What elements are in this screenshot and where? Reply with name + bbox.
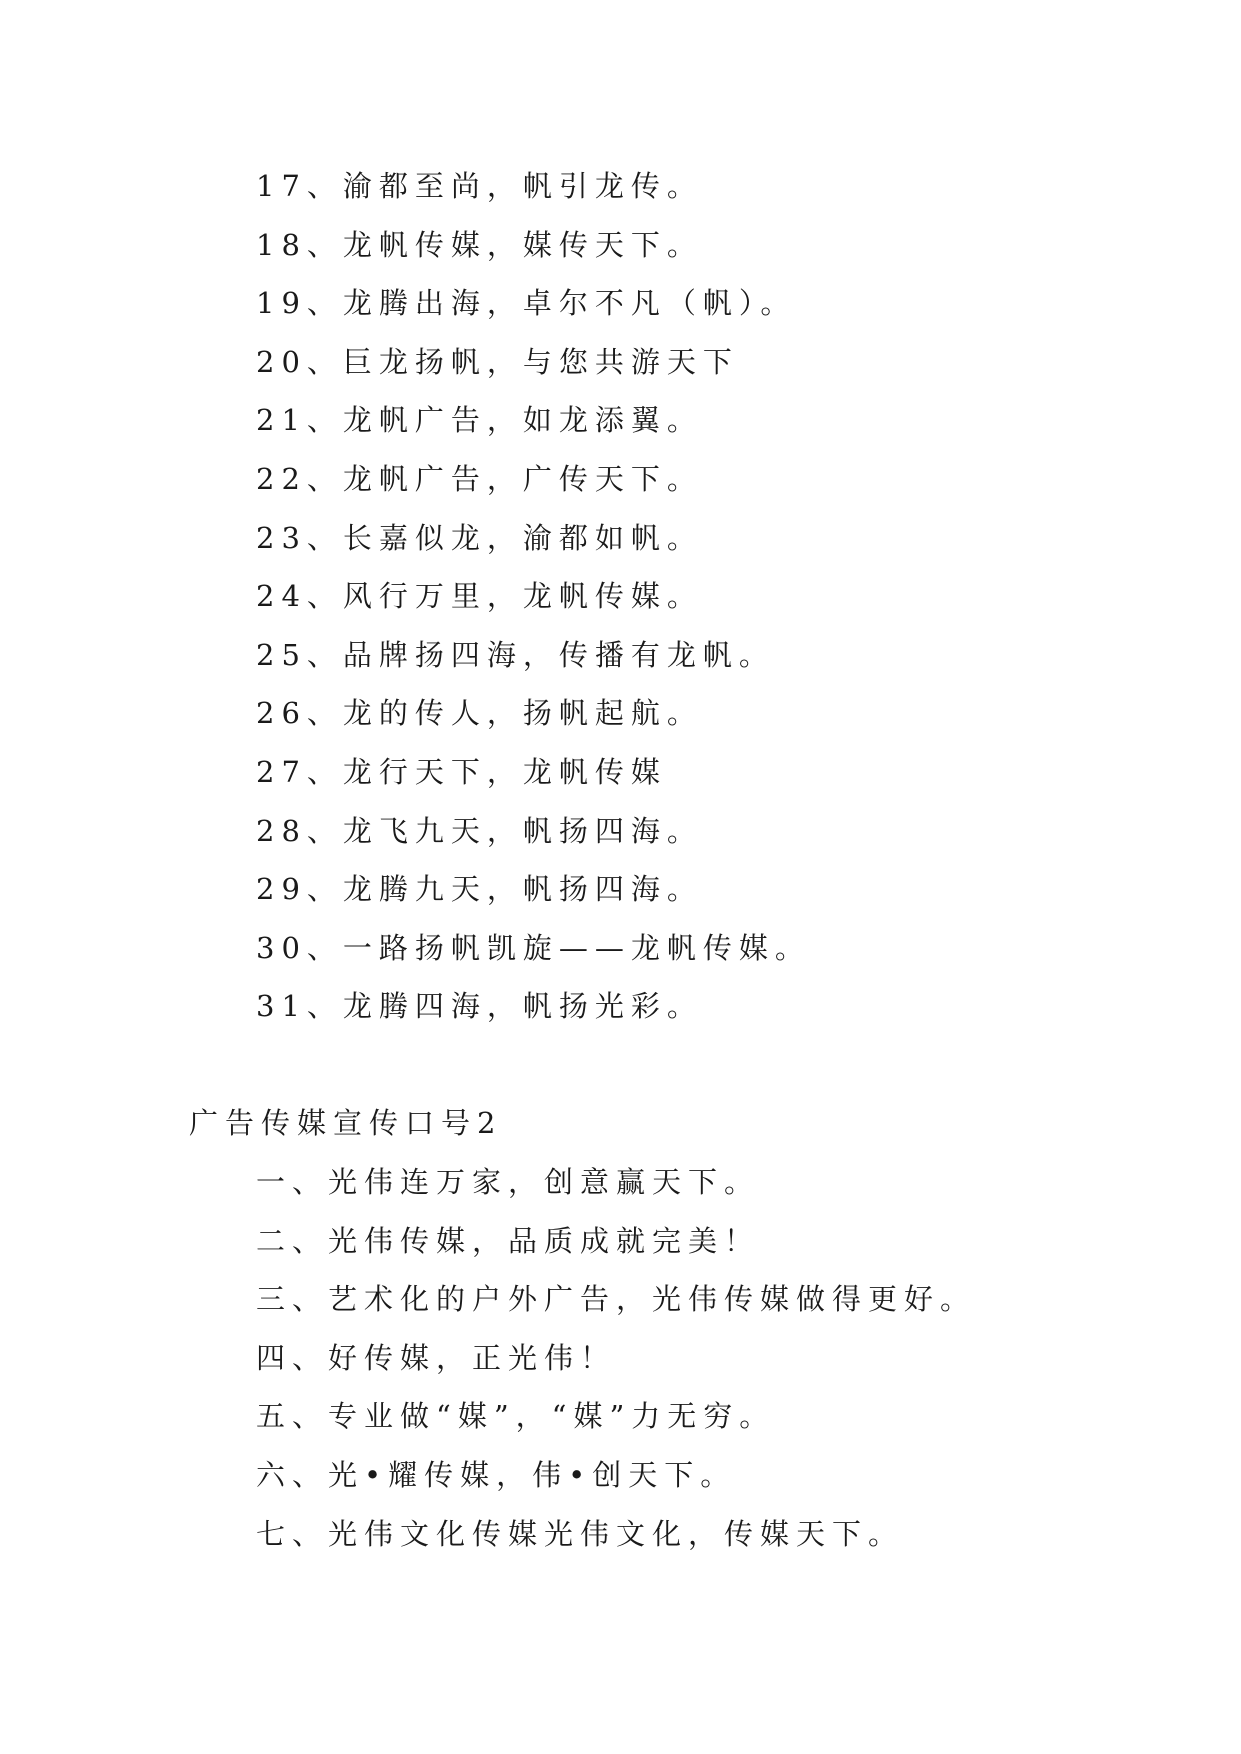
list-item: 三、艺术化的户外广告，光伟传媒做得更好。 <box>256 1282 977 1317</box>
list-item: 25、品牌扬四海，传播有龙帆。 <box>256 637 775 672</box>
list-item: 一、光伟连万家，创意赢天下。 <box>256 1165 761 1199</box>
list-item: 19、龙腾出海，卓尔不凡（帆）。 <box>256 286 797 321</box>
list-item: 七、光伟文化传媒光伟文化，传媒天下。 <box>256 1516 905 1551</box>
slogan-list-1 <box>256 157 811 1036</box>
list-item: 18、龙帆传媒，媒传天下。 <box>256 227 703 262</box>
list-item: 六、光•耀传媒，伟•创天下。 <box>256 1457 737 1492</box>
section-heading: 广告传媒宣传口号2 <box>189 1106 503 1140</box>
list-item: 29、龙腾九天，帆扬四海。 <box>256 872 703 907</box>
list-item: 23、长嘉似龙，渝都如帆。 <box>256 520 703 555</box>
list-item: 30、一路扬帆凯旋——龙帆传媒。 <box>256 930 811 965</box>
list-item: 26、龙的传人，扬帆起航。 <box>256 696 703 731</box>
list-item: 五、专业做“媒”，“媒”力无穷。 <box>256 1399 776 1434</box>
list-item: 21、龙帆广告，如龙添翼。 <box>256 403 703 438</box>
list-item: 20、巨龙扬帆，与您共游天下 <box>256 344 739 379</box>
list-item: 31、龙腾四海，帆扬光彩。 <box>256 989 703 1024</box>
list-item: 四、好传媒，正光伟！ <box>256 1340 617 1375</box>
list-item: 二、光伟传媒，品质成就完美！ <box>256 1223 761 1258</box>
list-item: 22、龙帆广告，广传天下。 <box>256 461 703 496</box>
list-item: 28、龙飞九天，帆扬四海。 <box>256 813 703 848</box>
slogan-list-2 <box>256 1153 976 1563</box>
list-item: 24、风行万里，龙帆传媒。 <box>256 579 703 614</box>
list-item: 27、龙行天下，龙帆传媒 <box>256 754 667 789</box>
list-item: 17、渝都至尚，帆引龙传。 <box>256 169 703 203</box>
